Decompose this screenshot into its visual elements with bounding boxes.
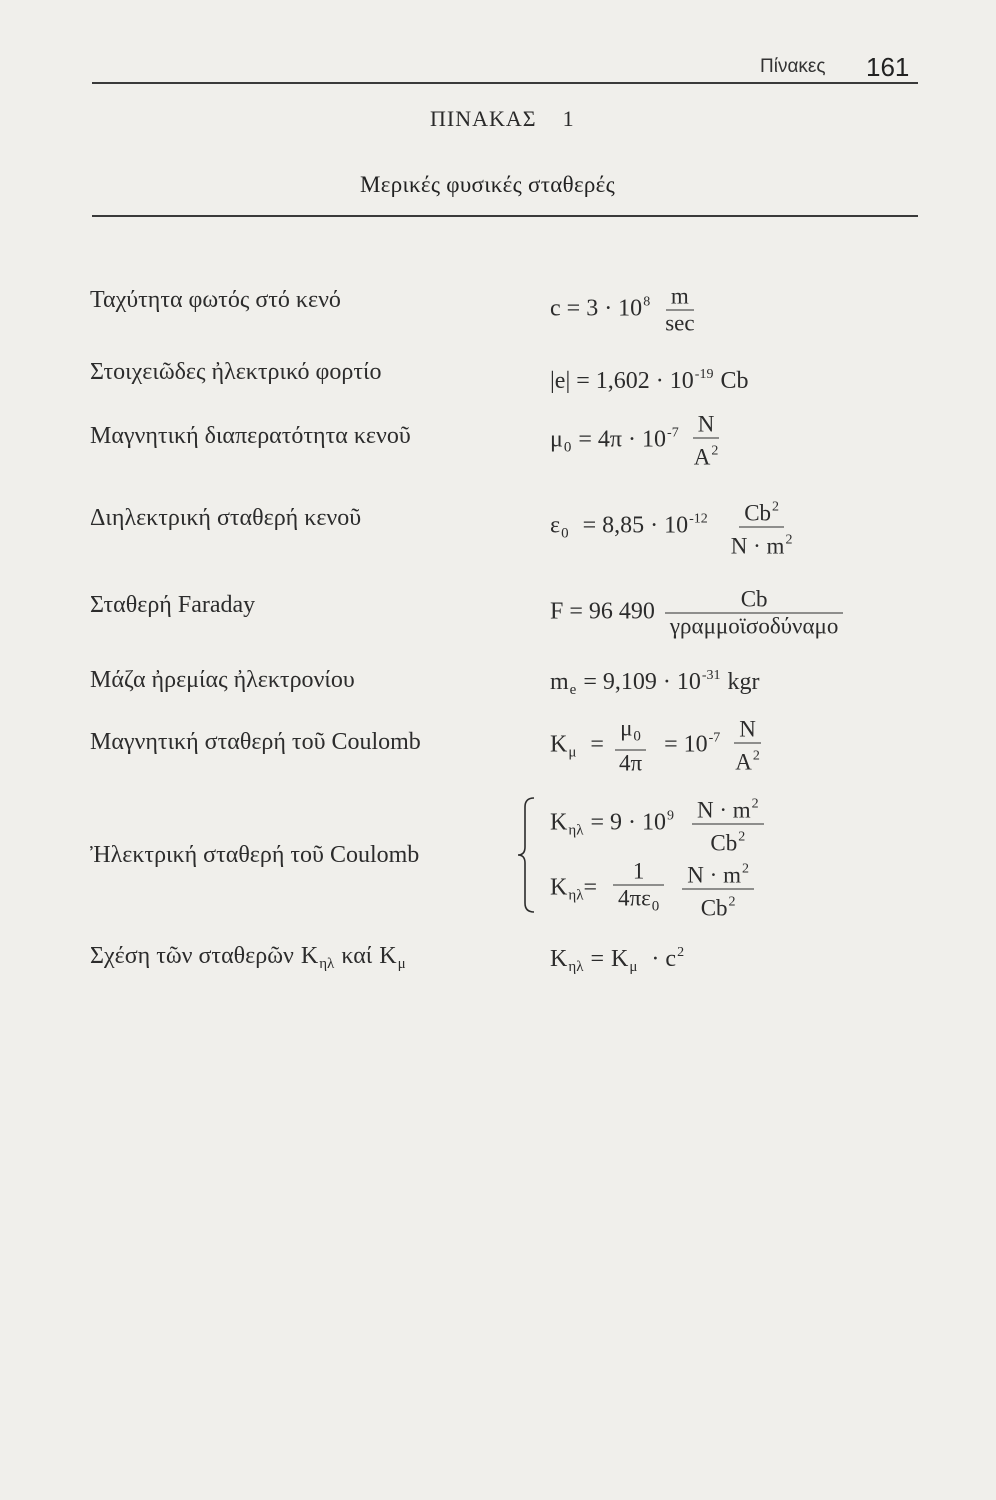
unit-numerator: N <box>693 412 720 439</box>
formula-exponent: -7 <box>708 730 721 746</box>
formula-exponent: 9 <box>667 808 674 824</box>
label-faraday: Σταθερή Faraday <box>90 592 256 618</box>
unit-denominator-exponent: 2 <box>728 894 736 910</box>
label-relation-text: Σχέση τῶν σταθερῶν <box>90 943 294 969</box>
unit-denominator <box>696 890 741 922</box>
label-permittivity: Διηλεκτρική σταθερή κενοῦ <box>90 505 362 531</box>
unit-numerator <box>682 857 754 890</box>
formula-magnetic-coulomb <box>550 716 769 777</box>
header-rule <box>92 82 918 84</box>
unit-fraction <box>692 792 764 857</box>
formula-symbol-subscript: ηλ <box>568 822 584 839</box>
label-relation <box>90 942 406 978</box>
formula-expr: = 9,109 · 10 <box>583 669 701 695</box>
unit-numerator: Cb <box>665 587 843 614</box>
formula-exponent: 2 <box>677 945 685 960</box>
unit-fraction <box>665 587 843 640</box>
label-permeability: Μαγνητική διαπερατότητα κενοῦ <box>90 423 411 449</box>
label-relation-k1: K <box>300 943 319 969</box>
formula-rhs: K <box>611 946 629 972</box>
formula-unit: Cb <box>720 368 749 394</box>
ratio-denominator-subscript: 0 <box>651 898 660 915</box>
unit-numerator: m <box>666 284 694 311</box>
unit-denominator-exponent: 2 <box>785 532 793 548</box>
table-subtitle: Μερικές φυσικές σταθερές <box>360 172 616 197</box>
unit-numerator-base: N · m <box>697 797 751 823</box>
formula-expr: |e| = 1,602 · 10 <box>550 368 694 394</box>
ratio-fraction <box>614 716 647 777</box>
formula-symbol-subscript: 0 <box>563 439 572 456</box>
formula-expr: = 8,85 · 10 <box>582 512 689 539</box>
unit-denominator-exponent: 2 <box>752 748 760 764</box>
formula-expr: = 4π · 10 <box>578 426 667 453</box>
formula-electric-coulomb-line2 <box>550 857 758 922</box>
formula-symbol: K <box>550 731 568 758</box>
formula-faraday <box>550 587 847 640</box>
formula-speed-of-light <box>550 284 704 337</box>
unit-numerator-base: Cb <box>744 500 772 526</box>
unit-denominator-base: Cb <box>700 895 728 921</box>
unit-fraction <box>660 284 699 337</box>
formula-electric-coulomb-line1 <box>550 792 768 857</box>
page-number: 161 <box>866 52 910 82</box>
label-relation-k2-subscript: μ <box>397 956 406 972</box>
running-header-section: Πίνακες <box>760 56 826 77</box>
unit-denominator-exponent: 2 <box>738 829 746 845</box>
formula-elementary-charge <box>550 361 748 395</box>
subtitle-rule <box>92 215 918 217</box>
formula-symbol: K <box>550 874 568 901</box>
unit-numerator-exponent: 2 <box>751 796 759 812</box>
formula-permittivity <box>550 495 801 560</box>
label-speed-of-light: Ταχύτητα φωτός στό κενό <box>90 287 341 313</box>
formula-symbol: ε <box>550 512 561 539</box>
unit-denominator-base: Cb <box>710 830 738 856</box>
ratio-numerator-subscript: 0 <box>633 728 641 745</box>
unit-denominator <box>726 528 798 560</box>
unit-denominator <box>689 439 724 471</box>
table-title <box>430 106 575 132</box>
label-relation-k1-subscript: ηλ <box>319 956 335 972</box>
unit-numerator-base: N · m <box>687 862 741 888</box>
curly-brace <box>510 795 540 915</box>
formula-permeability <box>550 412 727 471</box>
formula-exponent: -19 <box>694 367 714 382</box>
label-electric-coulomb: Ἠλεκτρική σταθερή τοῦ Coulomb <box>90 842 420 868</box>
formula-symbol-subscript: 0 <box>561 525 569 542</box>
unit-denominator: γραμμοϊσοδύναμο <box>669 613 839 639</box>
unit-fraction <box>682 857 754 922</box>
formula-exponent: 8 <box>643 294 651 310</box>
formula-symbol-subscript: ηλ <box>568 959 584 975</box>
unit-numerator-exponent: 2 <box>741 861 749 877</box>
unit-numerator <box>692 792 764 825</box>
unit-denominator-exponent: 2 <box>711 443 719 459</box>
label-electron-mass: Μάζα ἠρεμίας ἠλεκτρονίου <box>90 667 355 693</box>
formula-equals: = <box>590 731 604 758</box>
formula-rhs-subscript: μ <box>629 959 638 975</box>
formula-exponent: -31 <box>701 668 721 683</box>
formula-symbol: m <box>550 669 569 695</box>
label-elementary-charge: Στοιχειῶδες ἠλεκτρικό φορτίο <box>90 359 382 385</box>
formula-expr: c = 3 · 10 <box>550 295 643 322</box>
formula-equals: = <box>583 874 598 901</box>
label-relation-and: καί <box>341 943 373 969</box>
formula-symbol: K <box>550 809 568 836</box>
unit-numerator: N <box>734 717 761 744</box>
unit-fraction <box>689 412 724 471</box>
formula-tail: · c <box>651 946 677 972</box>
table-title-word: ΠΙΝΑΚΑΣ <box>430 106 537 131</box>
unit-denominator: sec <box>665 310 695 336</box>
unit-denominator <box>730 744 765 776</box>
formula-symbol-subscript: μ <box>568 744 577 761</box>
ratio-denominator: 4π <box>618 750 643 776</box>
label-magnetic-coulomb: Μαγνητική σταθερή τοῦ Coulomb <box>90 729 421 755</box>
unit-denominator <box>705 825 750 857</box>
formula-expr: F = 96 490 <box>550 598 655 625</box>
unit-denominator-base: N · m <box>730 533 785 559</box>
ratio-fraction <box>613 859 664 920</box>
formula-exponent: -7 <box>667 425 679 441</box>
formula-symbol: μ <box>550 426 563 453</box>
formula-electron-mass <box>550 662 760 704</box>
ratio-numerator <box>615 716 646 751</box>
unit-denominator-base: A <box>735 749 752 775</box>
formula-expr: = 10 <box>664 731 708 758</box>
formula-unit: kgr <box>727 669 760 695</box>
formula-equals: = <box>590 946 605 972</box>
formula-expr: = 9 · 10 <box>590 809 666 836</box>
ratio-denominator-base: 4πε <box>618 885 651 911</box>
formula-symbol-subscript: e <box>569 682 577 698</box>
unit-fraction <box>730 717 765 776</box>
table-title-number: 1 <box>562 106 575 131</box>
ratio-denominator <box>613 886 664 920</box>
label-relation-k2: K <box>379 943 397 969</box>
formula-symbol: K <box>550 946 568 972</box>
unit-numerator <box>739 495 784 528</box>
unit-numerator-exponent: 2 <box>772 499 780 515</box>
unit-fraction <box>726 495 798 560</box>
formula-relation <box>550 939 684 981</box>
ratio-numerator-base: μ <box>620 715 633 741</box>
formula-exponent: -12 <box>689 511 708 527</box>
unit-denominator-base: A <box>693 444 711 470</box>
formula-symbol-subscript: ηλ <box>568 887 584 904</box>
ratio-numerator: 1 <box>613 859 664 886</box>
